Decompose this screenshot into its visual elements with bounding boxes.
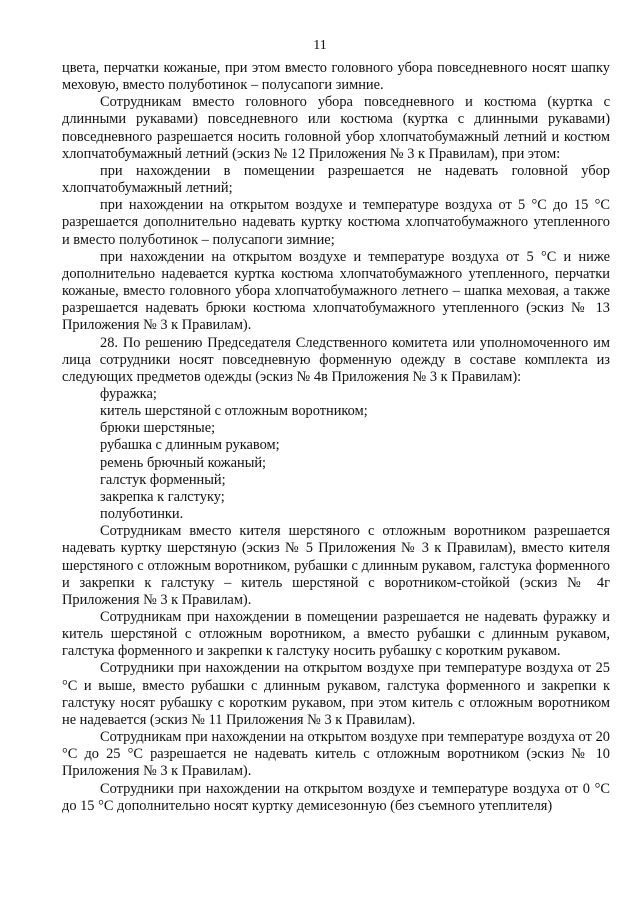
list-item: фуражка; xyxy=(100,385,157,402)
clothing-items-list xyxy=(62,386,610,523)
paragraph: Сотрудникам при нахождении на открытом воздухе при температуре воздуха от 20 °С до 25 °С разрешается не надевать китель с отложным воротником (эскиз № 10 Приложения № 3 к Правилам). xyxy=(62,729,610,780)
list-item: китель шерстяной с отложным воротником; xyxy=(100,403,368,420)
list-item: ремень брючный кожаный; xyxy=(100,454,267,471)
list-item: брюки шерстяные; xyxy=(100,420,216,437)
list-item: галстук форменный; xyxy=(100,471,226,488)
paragraph: при нахождении в помещении разрешается не надевать головной убор хлопчатобумажный летний; xyxy=(62,162,610,197)
list-item: рубашка с длинным рукавом; xyxy=(100,437,280,454)
page-number: 11 xyxy=(313,38,327,53)
paragraph: Сотрудникам вместо головного убора повседневного и костюма (куртка с длинными рукавами) повседневного или костюма (куртка с длинными рукавами) повседневного разрешается носить головной убор хлопчатобумажный летний и костюм хлопчатобумажный летний (эскиз № 12 Приложения № 3 к Правилам), при этом: xyxy=(62,94,610,162)
paragraph: при нахождении на открытом воздухе и температуре воздуха от 5 °С до 15 °С разрешается дополнительно надевать куртку костюма хлопчатобумажного утепленного и вместо полуботинок – полусапоги зимние; xyxy=(62,197,610,248)
list-item: закрепка к галстуку; xyxy=(100,488,225,505)
paragraph: Сотрудники при нахождении на открытом воздухе при температуре воздуха от 25 °С и выше, вместо рубашки с длинным рукавом, галстука форменного и закрепки к галстуку носят рубашку с коротким рукавом, при этом китель с отложным воротником не надевается (эскиз № 11 Приложения № 3 к Правилам). xyxy=(62,660,610,728)
paragraph: цвета, перчатки кожаные, при этом вместо головного убора повседневного носят шапку меховую, вместо полуботинок – полусапоги зимние. xyxy=(62,60,610,94)
document-body xyxy=(62,60,610,815)
paragraph: при нахождении на открытом воздухе и температуре воздуха от 5 °С и ниже дополнительно надевается куртка костюма хлопчатобумажного утепленного, перчатки кожаные, вместо головного убора хлопчатобумажного летнего – шапка меховая, а также разрешается надевать брюки костюма хлопчатобумажного утепленного (эскиз № 13 Приложения № 3 к Правилам). xyxy=(62,248,610,334)
paragraph: Сотрудники при нахождении на открытом воздухе и температуре воздуха от 0 °С до 15 °С дополнительно носят куртку демисезонную (без съемного утеплителя) xyxy=(62,780,610,814)
paragraph: Сотрудникам при нахождении в помещении разрешается не надевать фуражку и китель шерстяной с отложным воротником, а вместо рубашки с длинным рукавом, галстука форменного и закрепки к галстуку носить рубашку с коротким рукавом. xyxy=(62,609,610,660)
paragraph: Сотрудникам вместо кителя шерстяного с отложным воротником разрешается надевать куртку шерстяную (эскиз № 5 Приложения № 3 к Правилам), вместо кителя шерстяного с отложным воротником, рубашки с длинным рукавом, галстука форменного и закрепки к галстуку – китель шерстяной с воротником-стойкой (эскиз № 4г Приложения № 3 к Правилам). xyxy=(62,523,610,608)
section-28-paragraph: 28. По решению Председателя Следственного комитета или уполномоченного им лица сотрудники носят повседневную форменную одежду в составе комплекта из следующих предметов одежды (эскиз № 4в Приложения № 3 к Правилам): xyxy=(62,334,610,385)
list-item: полуботинки. xyxy=(100,506,184,523)
